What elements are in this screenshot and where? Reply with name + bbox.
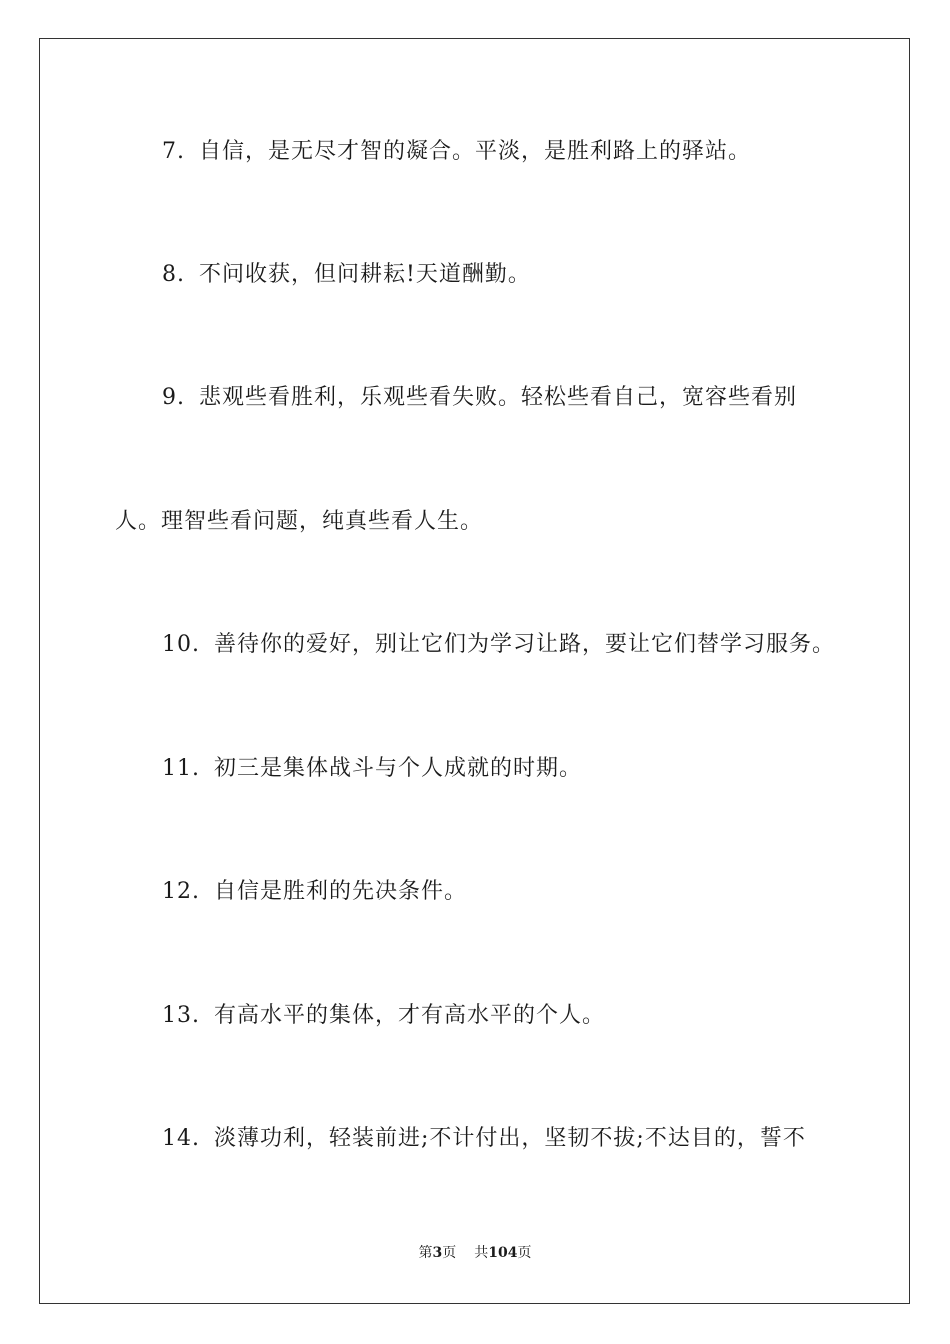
page-suffix: 页: [442, 1245, 457, 1261]
paragraph-12: [162, 877, 467, 907]
paragraph-number: 14.: [162, 1126, 200, 1151]
paragraph-11: [162, 754, 582, 784]
paragraph-number: 7.: [162, 139, 185, 164]
paragraph-8: [162, 260, 531, 290]
paragraph-13: [162, 1001, 605, 1031]
paragraph-number: 9.: [162, 385, 185, 410]
paragraph-number: 8.: [162, 262, 185, 287]
paragraph-text: 有高水平的集体，才有高水平的个人。: [214, 1003, 606, 1028]
paragraph-number: 10.: [162, 632, 200, 657]
paragraph-text: 淡薄功利，轻装前进;不计付出，坚韧不拔;不达目的，誓不: [214, 1126, 806, 1151]
paragraph-text: 自信是胜利的先决条件。: [214, 879, 468, 904]
paragraph-text: 人。理智些看问题，纯真些看人生。: [115, 509, 484, 534]
paragraph-14: [162, 1124, 806, 1154]
page-footer: [0, 1243, 950, 1263]
total-suffix: 页: [517, 1245, 532, 1261]
paragraph-9: [162, 383, 797, 413]
paragraph-9-continuation: [115, 507, 483, 537]
paragraph-10: [162, 630, 835, 660]
page-number: 3: [432, 1245, 443, 1261]
paragraph-number: 12.: [162, 879, 200, 904]
page-frame: [39, 38, 910, 1304]
paragraph-text: 自信，是无尽才智的凝合。平淡，是胜利路上的驿站。: [199, 139, 752, 164]
paragraph-number: 11.: [162, 756, 200, 781]
page-prefix: 第: [418, 1245, 433, 1261]
paragraph-text: 不问收获，但问耕耘!天道酬勤。: [199, 262, 531, 287]
paragraph-text: 初三是集体战斗与个人成就的时期。: [214, 756, 583, 781]
paragraph-number: 13.: [162, 1003, 200, 1028]
total-pages: 104: [488, 1245, 518, 1261]
paragraph-text: 善待你的爱好，别让它们为学习让路，要让它们替学习服务。: [214, 632, 836, 657]
paragraph-7: [162, 137, 751, 167]
paragraph-text: 悲观些看胜利，乐观些看失败。轻松些看自己，宽容些看别: [199, 385, 798, 410]
total-prefix: 共: [474, 1245, 489, 1261]
